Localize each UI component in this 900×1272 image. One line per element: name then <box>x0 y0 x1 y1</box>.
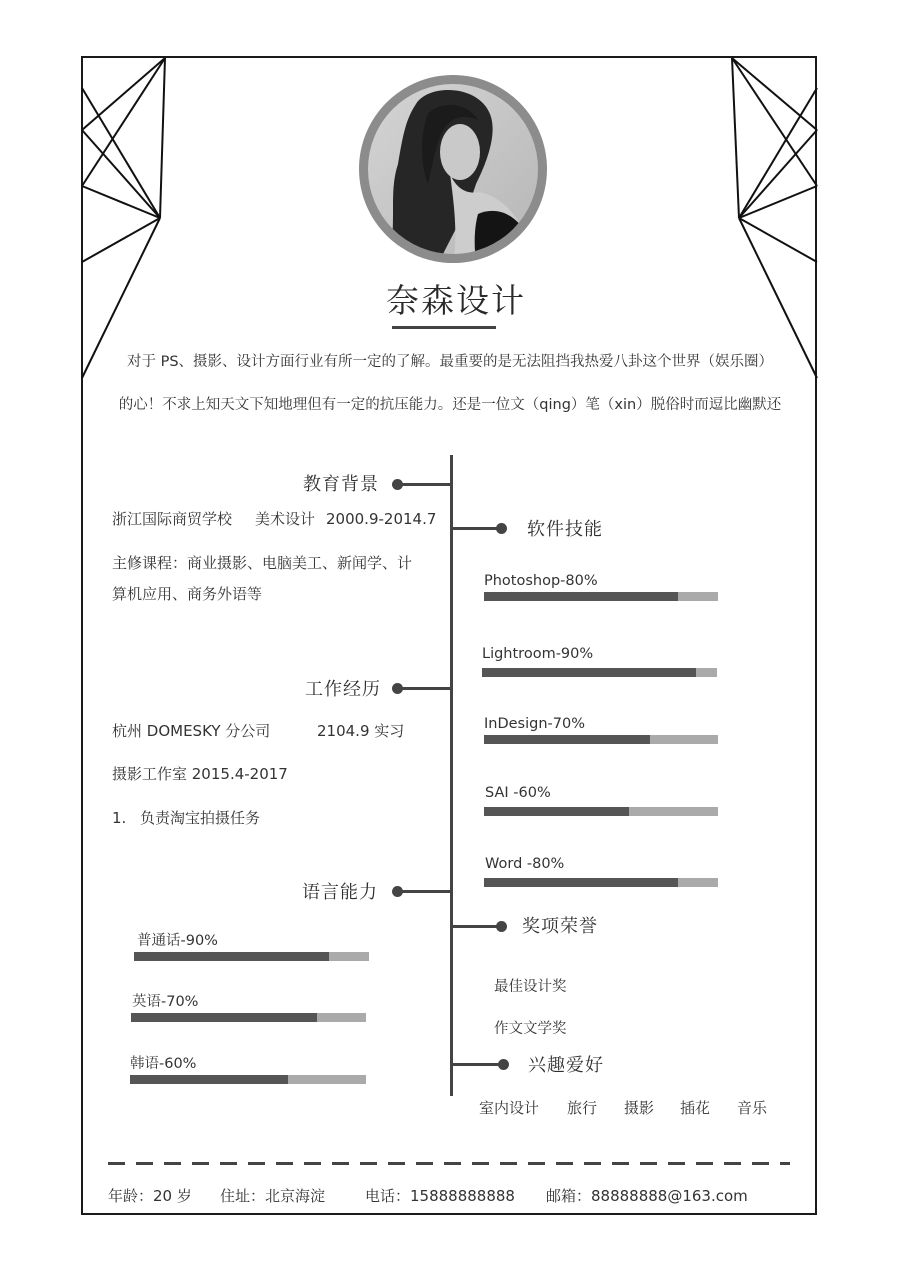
work-duty: 负责淘宝拍摄任务 <box>140 809 261 827</box>
languages-heading: 语言能力 <box>302 882 378 903</box>
work-duty-number: 1. <box>112 809 127 827</box>
timeline-branch <box>397 890 451 893</box>
software-bar <box>484 878 718 887</box>
hobby-item: 音乐 <box>737 1099 768 1117</box>
education-heading: 教育背景 <box>303 474 379 495</box>
portrait-image <box>358 74 548 264</box>
timeline-dot <box>496 523 507 534</box>
software-bar <box>484 735 718 744</box>
resume-name: 奈森设计 <box>386 281 526 320</box>
work-company: 杭州 DOMESKY 分公司 <box>112 722 271 740</box>
timeline-dot <box>496 921 507 932</box>
software-bar-fill <box>484 592 678 601</box>
software-label: SAI -60% <box>485 785 551 801</box>
footer-phone: 电话：15888888888 <box>365 1187 515 1205</box>
name-underline <box>392 326 496 329</box>
intro-line-2: 的心！不求上知天文下知地理但有一定的抗压能力。还是一位文（qing）笔（xin）脱俗时而逗比幽默还 <box>118 397 782 413</box>
software-bar-fill <box>484 878 678 887</box>
footer-email: 邮箱：88888888@163.com <box>546 1187 748 1205</box>
footer-divider <box>108 1162 790 1165</box>
timeline-branch <box>451 925 501 928</box>
software-heading: 软件技能 <box>527 519 603 540</box>
language-bar <box>131 1013 366 1022</box>
language-bar <box>134 952 369 961</box>
timeline-branch <box>451 527 501 530</box>
education-period: 2000.9-2014.7 <box>326 510 437 528</box>
timeline-axis <box>450 455 453 1096</box>
language-label: 普通话-90% <box>137 933 218 949</box>
intro-line-1: 对于 PS、摄影、设计方面行业有所一定的了解。最重要的是无法阻挡我热爱八卦这个世界（娱乐圈） <box>126 354 774 370</box>
work-company-period: 2104.9 实习 <box>317 722 405 740</box>
hobby-item: 旅行 <box>567 1099 598 1117</box>
hobby-item: 摄影 <box>624 1099 655 1117</box>
hobby-item: 插花 <box>680 1099 711 1117</box>
language-bar <box>130 1075 366 1084</box>
language-bar-fill <box>130 1075 288 1084</box>
software-label: Word -80% <box>485 856 565 872</box>
software-bar-fill <box>484 807 629 816</box>
hobbies-heading: 兴趣爱好 <box>528 1055 604 1076</box>
software-label: InDesign-70% <box>484 716 585 732</box>
profile-photo <box>358 74 548 264</box>
timeline-dot <box>498 1059 509 1070</box>
award-item: 最佳设计奖 <box>494 979 567 995</box>
language-bar-fill <box>134 952 329 961</box>
language-label: 韩语-60% <box>130 1056 197 1072</box>
language-bar-fill <box>131 1013 317 1022</box>
awards-heading: 奖项荣誉 <box>522 916 598 937</box>
timeline-branch <box>397 483 451 486</box>
timeline-branch <box>451 1063 503 1066</box>
work-studio: 摄影工作室 2015.4-2017 <box>112 765 288 783</box>
education-courses-line-2: 算机应用、商务外语等 <box>112 585 263 603</box>
award-item: 作文文学奖 <box>494 1021 567 1037</box>
software-label: Photoshop-80% <box>484 573 598 589</box>
language-label: 英语-70% <box>132 994 199 1010</box>
education-major: 美术设计 <box>255 510 316 528</box>
footer-address: 住址：北京海淀 <box>220 1187 326 1205</box>
software-bar-fill <box>482 668 696 677</box>
hobby-item: 室内设计 <box>479 1099 540 1117</box>
education-courses-line-1: 主修课程：商业摄影、电脑美工、新闻学、计 <box>112 554 413 572</box>
software-label: Lightroom-90% <box>482 646 594 662</box>
education-school: 浙江国际商贸学校 <box>112 510 233 528</box>
work-heading: 工作经历 <box>305 679 381 700</box>
timeline-branch <box>397 687 451 690</box>
software-bar-fill <box>484 735 650 744</box>
software-bar <box>484 592 718 601</box>
footer-age: 年龄：20 岁 <box>108 1187 192 1205</box>
software-bar <box>484 807 718 816</box>
software-bar <box>482 668 717 677</box>
